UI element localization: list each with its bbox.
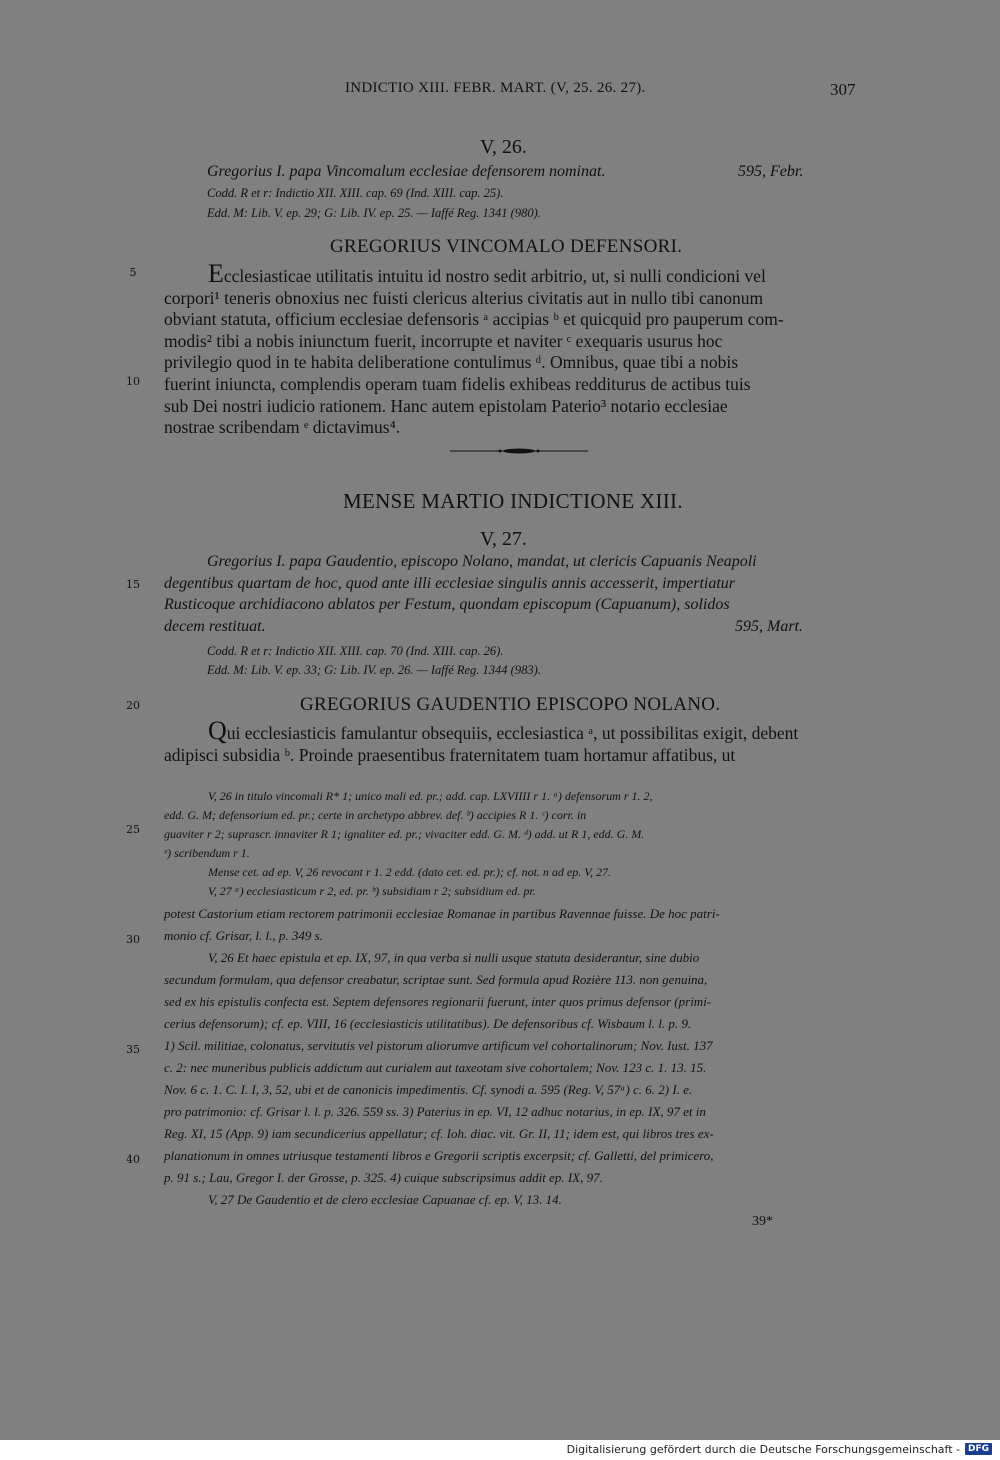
codices-line: Codd. R et r: Indictio XII. XIII. cap. 69 (Ind. XIII. cap. 25). — [207, 186, 504, 200]
note-line: sed ex his epistulis confecta est. Septem defensores regionarii fuerunt, inter quos primus defensor (primi- — [164, 994, 712, 1009]
ornament-divider — [450, 444, 590, 458]
editions-line: Edd. M: Lib. V. ep. 33; G: Lib. IV. ep. 26. — Iaffé Reg. 1344 (983). — [207, 663, 541, 677]
editions-line: Edd. M: Lib. V. ep. 29; G: Lib. IV. ep. 25. — Iaffé Reg. 1341 (980). — [207, 206, 541, 220]
line-number: 5 — [129, 266, 137, 279]
dfg-logo: DFG — [965, 1443, 992, 1455]
page-number: 307 — [830, 80, 856, 99]
body-line: corpori¹ teneris obnoxius nec fuisti clericus alterius civitatis aut in nullo tibi canonum — [164, 287, 764, 308]
summary-line: degentibus quartam de hoc, quod ante illi ecclesiae singulis annis accesserit, impertiatur — [164, 574, 736, 592]
letter-address: GREGORIUS VINCOMALO DEFENSORI. — [330, 236, 683, 257]
note-line: planationum in omnes utriusque testamenti libros e Gregorii scriptis excerpsit; cf. Galletti, del primicero, — [164, 1148, 714, 1163]
note-line: p. 91 s.; Lau, Gregor I. der Grosse, p. 325. 4) cuique subscripsimus addit ep. IX, 97. — [164, 1170, 603, 1185]
critical-apparatus — [164, 787, 653, 901]
letter-address: GREGORIUS GAUDENTIO EPISCOPO NOLANO. — [300, 694, 721, 715]
apparatus-line: guaviter r 2; suprascr. innaviter R 1; ignaliter ed. pr.; vivaciter edd. G. M. ᵈ) add. ut R 1, edd. G. M. — [164, 827, 645, 841]
funding-note: Digitalisierung gefördert durch die Deutsche Forschungsgemeinschaft - — [566, 1443, 960, 1456]
apparatus-line: V, 26 in titulo vincomali R* 1; unico mali ed. pr.; add. cap. LXVIIII r 1. ᵃ) defensorum r 1. 2, — [208, 789, 653, 803]
note-line: 1) Scil. militiae, colonatus, servitutis vel pistorum aliorumve artificum vel cohortalinorum; Nov. Iust. 137 — [164, 1038, 713, 1053]
note-line: monio cf. Grisar, l. l., p. 349 s. — [164, 928, 323, 943]
summary-line: Rusticoque archidiacono ablatos per Festum, quondam episcopum (Capuanum), solidos — [164, 596, 730, 613]
body-line: fuerint iniuncta, complendis operam tuam fidelis exhibeas redditurus de actibus tuis — [164, 373, 751, 394]
letter-date: 595, Febr. — [738, 163, 804, 180]
body-line: adipisci subsidia ᵇ. Proinde praesentibus fraternitatem tuam hortamur affatibus, ut — [164, 744, 736, 765]
month-heading: MENSE MARTIO INDICTIONE XIII. — [343, 489, 683, 513]
body-line: sub Dei nostri iudicio rationem. Hanc autem epistolam Paterio³ notario ecclesiae — [164, 395, 728, 416]
body-line-text: ui ecclesiasticis famulantur obsequiis, ecclesiastica ᵃ, ut possibilitas exigit, debent — [226, 723, 799, 743]
letter-body — [164, 261, 860, 439]
line-number: 20 — [126, 699, 140, 712]
note-line: cerius defensorum); cf. ep. VIII, 16 (ecclesiasticis utilitatibus). De defensoribus cf. Wisbaum l. l. p. 9. — [164, 1016, 692, 1031]
body-line: obviant statuta, officium ecclesiae defensoris ᵃ accipias ᵇ et quicquid pro pauperum com- — [164, 309, 784, 330]
historical-notes — [164, 903, 720, 1211]
apparatus-line: Mense cet. ad ep. V, 26 revocant r 1. 2 edd. (dato cet. ed. pr.); cf. not. n ad ep. V, 27. — [208, 865, 612, 879]
letter-number: V, 27. — [480, 528, 527, 550]
apparatus-line: ᵉ) scribendum r 1. — [164, 846, 250, 860]
summary-line: decem restituat. — [164, 617, 266, 635]
note-line: Nov. 6 c. 1. C. I. I, 3, 52, ubi et de canonicis impedimentis. Cf. synodi a. 595 (Reg. V, 57ᵃ) c. 6. 2) I. e. — [164, 1082, 693, 1097]
letter-body — [164, 718, 860, 766]
letter-date: 595, Mart. — [735, 618, 803, 635]
footer-bar — [0, 1440, 1000, 1460]
line-number: 40 — [126, 1153, 140, 1166]
body-line — [164, 718, 860, 745]
body-line: modis² tibi a nobis iniunctum fuerit, incorrupte et naviter ᶜ exequaris usurus hoc — [164, 330, 723, 351]
apparatus-line: V, 27 ᵃ) ecclesiasticum r 2, ed. pr. ᵇ) subsidiam r 2; subsidium ed. pr. — [208, 884, 536, 898]
summary-line: Gregorius I. papa Gaudentio, episcopo Nolano, mandat, ut clericis Capuanis Neapoli — [207, 553, 757, 570]
body-line: nostrae scribendam ᵉ dictavimus⁴. — [164, 417, 401, 438]
letter-number: V, 26. — [480, 136, 527, 158]
line-number: 25 — [126, 823, 140, 836]
initial-letter: E — [208, 259, 224, 288]
note-line: c. 2: nec muneribus publicis addictum aut curialem aut taxeotam sive cohortalem; Nov. 123 c. 1. 13. 15. — [164, 1060, 707, 1075]
line-number: 30 — [126, 933, 140, 946]
codices-line: Codd. R et r: Indictio XII. XIII. cap. 70 (Ind. XIII. cap. 26). — [207, 644, 504, 658]
body-line: privilegio quod in te habita deliberatione contulimus ᵈ. Omnibus, quae tibi a nobis — [164, 352, 739, 373]
note-line: V, 27 De Gaudentio et de clero ecclesiae Capuanae cf. ep. V, 13. 14. — [208, 1192, 562, 1207]
note-line: Reg. XI, 15 (App. 9) iam secundicerius appellatur; cf. Ioh. diac. vit. Gr. II, 11; idem est, qui libros tres ex- — [164, 1126, 714, 1141]
body-line-text: cclesiasticae utilitatis intuitu id nostro sedit arbitrio, ut, si nulli condicioni vel — [223, 266, 766, 286]
initial-letter: Q — [208, 716, 227, 745]
letter-summary: Gregorius I. papa Vincomalum ecclesiae defensorem nominat. — [207, 163, 606, 180]
body-line — [164, 261, 860, 288]
signature-mark: 39* — [752, 1214, 773, 1229]
note-line: V, 26 Et haec epistula et ep. IX, 97, in qua verba si nulli usque statuta desiderantur, sine dubio — [208, 950, 700, 965]
line-number: 15 — [126, 578, 140, 591]
line-number: 10 — [126, 375, 140, 388]
line-number: 35 — [126, 1043, 140, 1056]
running-head: INDICTIO XIII. FEBR. MART. (V, 25. 26. 27). — [345, 80, 646, 96]
note-line: secundum formulam, qua defensor creabatur, scriptae sunt. Sed formula apud Rozière 113. non genuina, — [164, 972, 708, 987]
note-line: pro patrimonio: cf. Grisar l. l. p. 326. 559 ss. 3) Paterius in ep. VI, 12 adhuc notarius, in ep. IX, 97 et in — [164, 1104, 706, 1119]
apparatus-line: edd. G. M; defensorium ed. pr.; certe in archetypo abbrev. def. ᵇ) accipies R 1. ᶜ) corr. in — [164, 808, 587, 822]
note-line: potest Castorium etiam rectorem patrimonii ecclesiae Romanae in partibus Ravennae fuisse. De hoc patri- — [164, 906, 720, 921]
